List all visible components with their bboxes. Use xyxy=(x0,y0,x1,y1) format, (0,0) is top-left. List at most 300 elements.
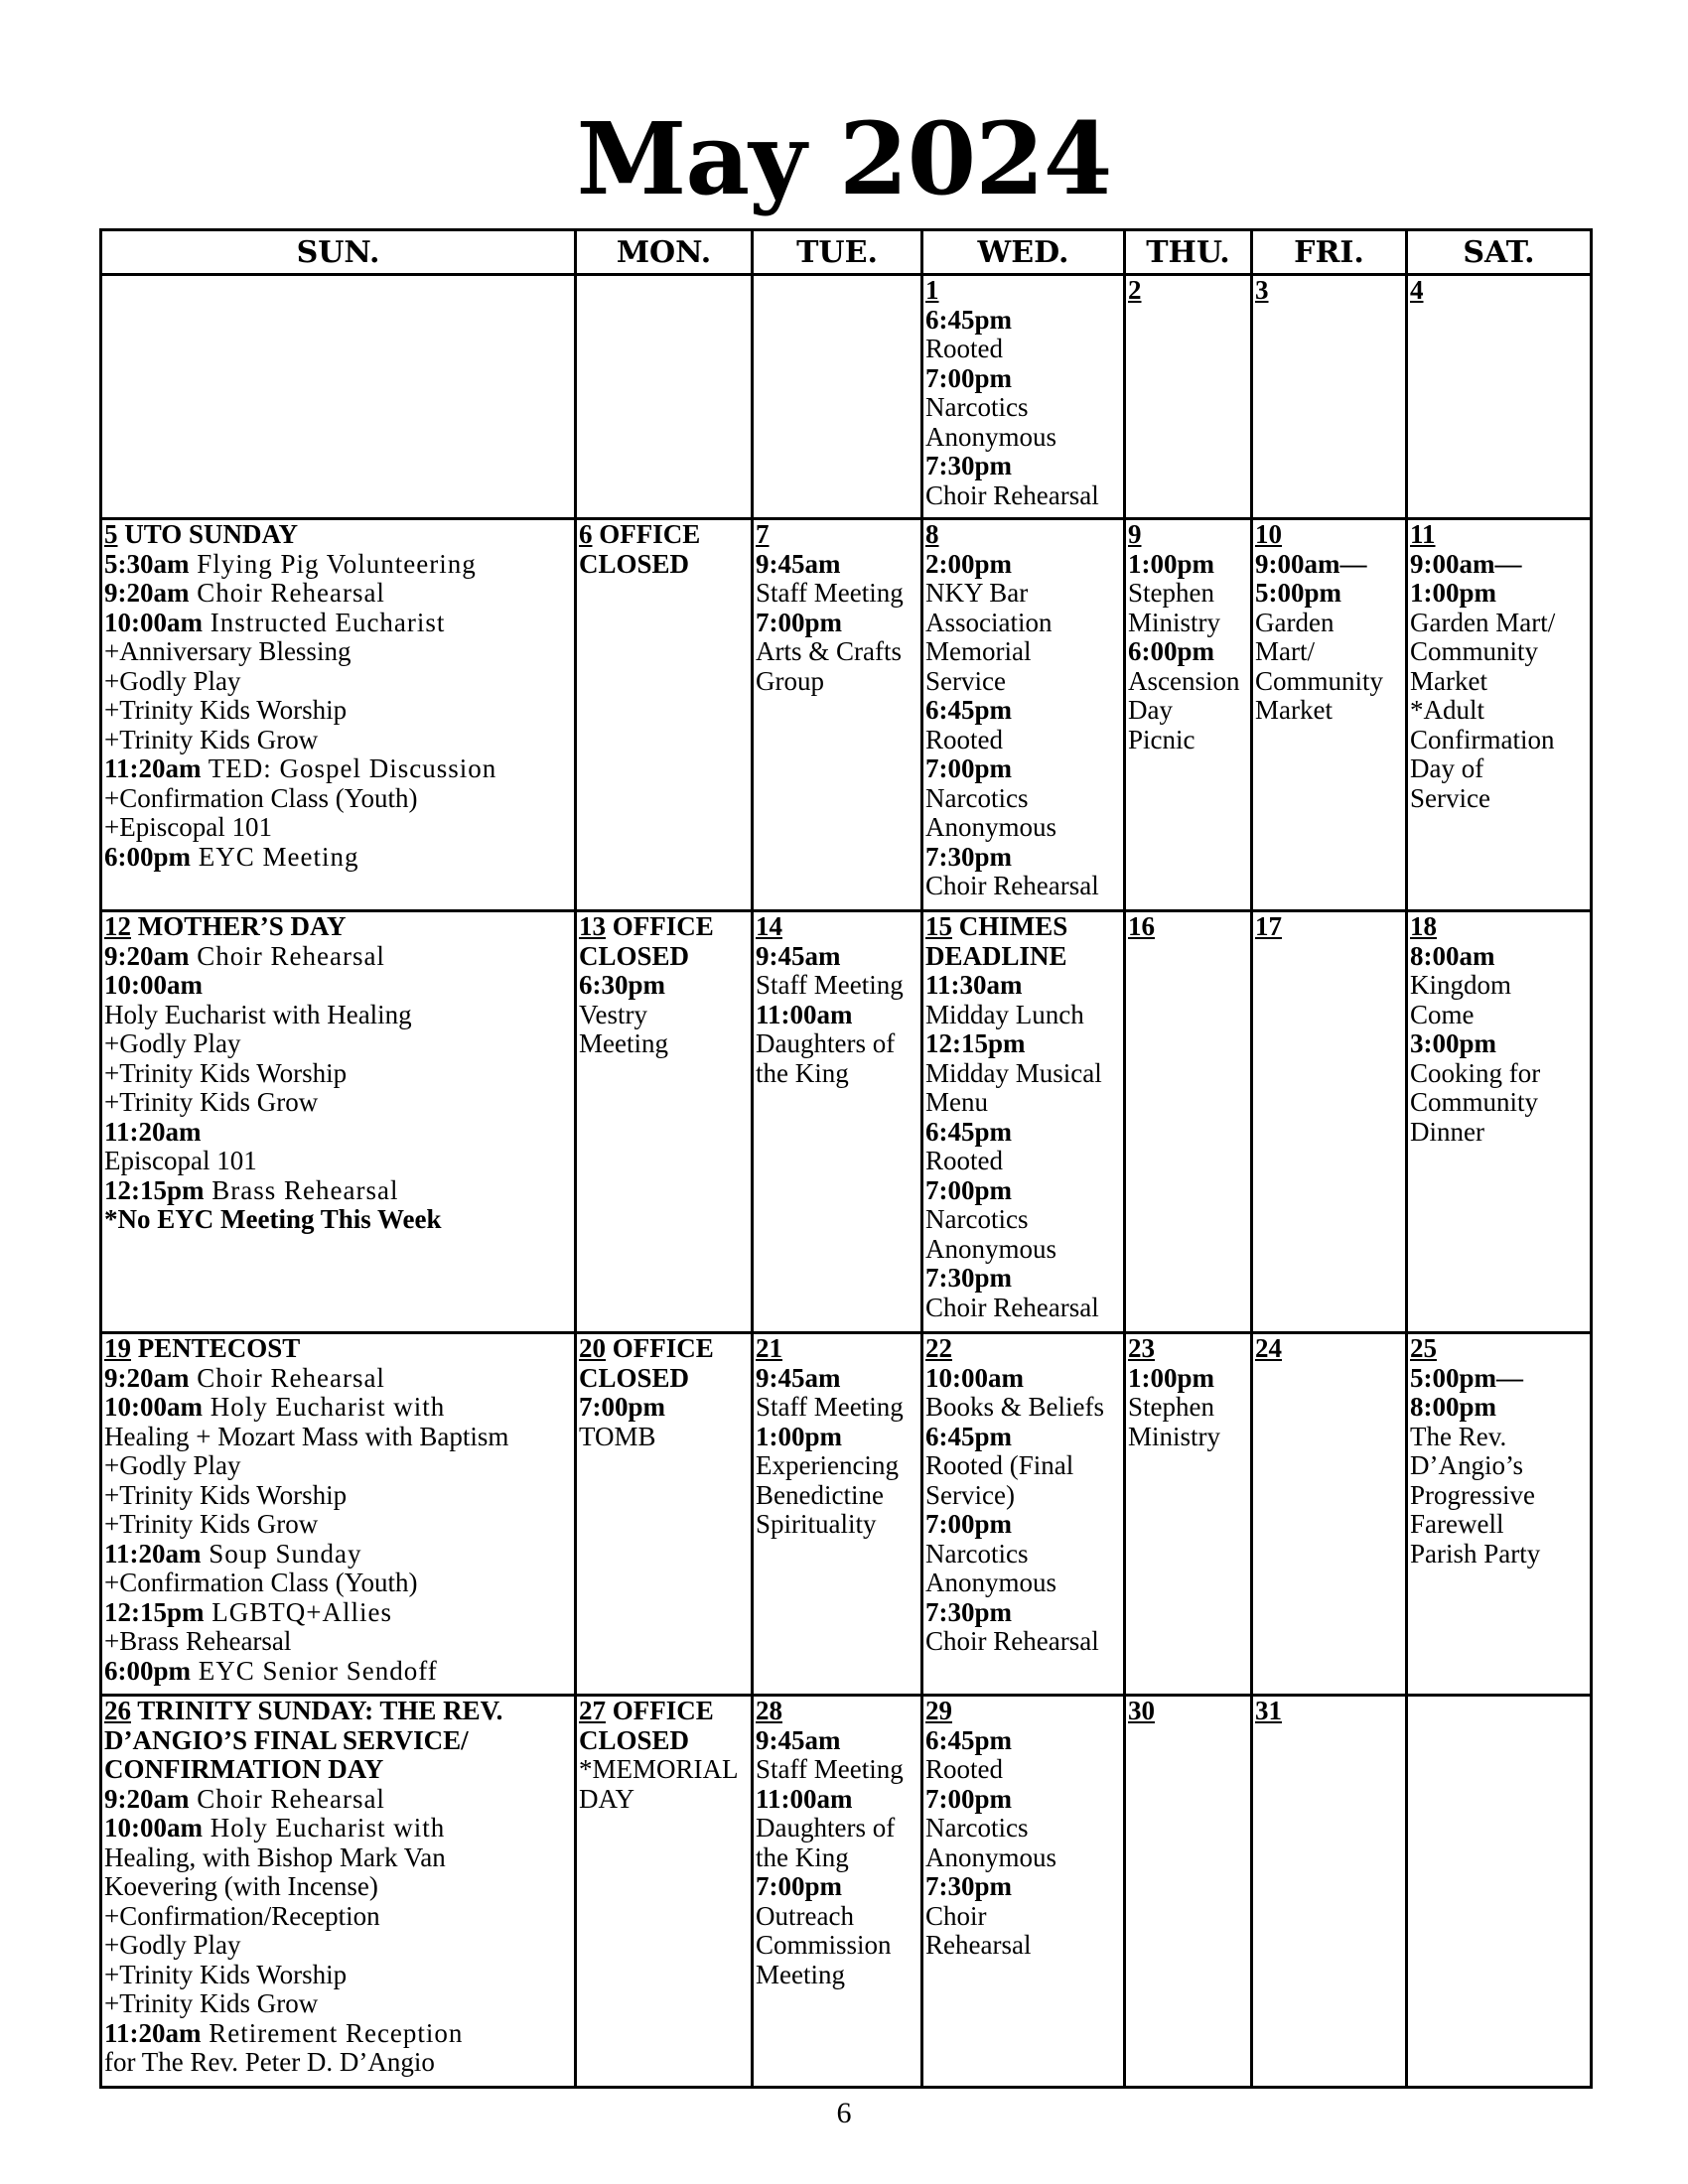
day-label: UTO SUNDAY xyxy=(117,519,299,549)
event-line xyxy=(104,1205,572,1235)
day-heading xyxy=(579,912,749,942)
event-line xyxy=(104,1176,572,1206)
week-row xyxy=(101,911,1592,1333)
week-row xyxy=(101,275,1592,519)
event-text: Choir Rehearsal xyxy=(189,1783,385,1814)
event-line xyxy=(925,1814,1121,1843)
event-line xyxy=(756,637,918,667)
event-text: Anonymous xyxy=(925,812,1057,842)
event-line xyxy=(104,667,572,697)
event-line xyxy=(925,1902,1121,1932)
event-text: Arts & Crafts xyxy=(756,636,902,666)
event-line xyxy=(1255,579,1403,609)
event-text: TOMB xyxy=(579,1421,656,1451)
event-time: 6:45pm xyxy=(925,304,1012,335)
event-text: Group xyxy=(756,665,824,696)
event-text: Menu xyxy=(925,1087,988,1117)
event-text: Midday Lunch xyxy=(925,999,1084,1029)
day-heading xyxy=(104,1334,572,1364)
day-heading xyxy=(1128,912,1248,942)
event-line xyxy=(1410,609,1588,638)
event-text: +Godly Play xyxy=(104,1028,241,1058)
day-cell xyxy=(1252,1333,1407,1696)
day-number: 1 xyxy=(925,275,939,305)
event-line xyxy=(1410,1059,1588,1089)
day-number: 4 xyxy=(1410,275,1424,305)
event-line xyxy=(104,1814,572,1843)
event-line xyxy=(104,754,572,784)
event-text: Healing, with Bishop Mark Van xyxy=(104,1842,446,1872)
event-line xyxy=(104,1059,572,1089)
day-heading xyxy=(756,1334,918,1364)
weekday-header-tue: TUE. xyxy=(753,230,922,275)
event-line xyxy=(925,754,1121,784)
event-text: Choir Rehearsal xyxy=(925,479,1099,510)
event-time: 10:00am xyxy=(104,1813,203,1843)
day-heading xyxy=(756,1697,918,1726)
event-time: 9:45am xyxy=(756,1362,841,1393)
event-text: Community xyxy=(1410,1087,1539,1117)
event-time: 11:00am xyxy=(756,1783,853,1814)
event-line xyxy=(104,1451,572,1481)
event-line xyxy=(579,1726,749,1756)
day-cell xyxy=(1125,911,1252,1333)
event-line xyxy=(1410,696,1588,726)
day-number: 26 xyxy=(104,1696,131,1725)
event-text: +Trinity Kids Grow xyxy=(104,1087,319,1117)
event-line xyxy=(756,1872,918,1902)
event-time: 6:45pm xyxy=(925,695,1012,725)
event-line xyxy=(756,1364,918,1394)
day-cell xyxy=(1407,275,1592,519)
event-text: Choir Rehearsal xyxy=(925,1626,1099,1656)
week-row xyxy=(101,1696,1592,2088)
event-line xyxy=(925,813,1121,843)
event-text: Benedictine xyxy=(756,1479,884,1510)
event-text: Koevering (with Incense) xyxy=(104,1871,378,1901)
event-time: 6:00pm xyxy=(104,841,191,872)
event-text: +Confirmation Class (Youth) xyxy=(104,1568,418,1597)
day-heading xyxy=(1128,276,1248,306)
event-line xyxy=(925,726,1121,755)
event-text: +Trinity Kids Worship xyxy=(104,1959,348,1989)
day-number: 11 xyxy=(1410,519,1436,549)
event-line xyxy=(104,1423,572,1452)
event-time: 11:20am xyxy=(104,2017,202,2048)
event-text: Choir Rehearsal xyxy=(189,940,385,971)
event-line xyxy=(925,1029,1121,1059)
event-line xyxy=(925,1510,1121,1540)
day-heading xyxy=(1128,1334,1248,1364)
event-text: +Confirmation Class (Youth) xyxy=(104,782,418,813)
event-line xyxy=(1255,550,1403,580)
event-text: Narcotics xyxy=(925,392,1029,422)
event-line xyxy=(579,942,749,972)
event-line xyxy=(1410,1118,1588,1148)
event-line xyxy=(925,609,1121,638)
event-line xyxy=(756,550,918,580)
event-line xyxy=(756,971,918,1001)
event-line xyxy=(104,942,572,972)
event-text: +Godly Play xyxy=(104,1930,241,1960)
day-heading xyxy=(1255,1334,1403,1364)
event-text: Retirement Reception xyxy=(201,2017,464,2048)
event-line xyxy=(579,1423,749,1452)
event-line xyxy=(104,1785,572,1815)
day-cell xyxy=(1125,519,1252,911)
event-time: 7:00pm xyxy=(925,1174,1012,1205)
event-line xyxy=(925,637,1121,667)
event-text: the King xyxy=(756,1057,849,1088)
event-text: CLOSED xyxy=(579,1362,690,1393)
day-number: 6 xyxy=(579,519,593,549)
event-line xyxy=(104,1726,572,1756)
event-time: 11:00am xyxy=(756,999,853,1029)
event-text: Rehearsal xyxy=(925,1930,1032,1960)
event-text: +Trinity Kids Grow xyxy=(104,724,319,754)
day-cell xyxy=(922,519,1125,911)
day-label: MOTHER’S DAY xyxy=(131,911,347,941)
event-line xyxy=(1410,667,1588,697)
event-text: Rooted xyxy=(925,1754,1003,1784)
event-text: Anonymous xyxy=(925,1568,1057,1597)
event-line xyxy=(1410,942,1588,972)
event-time: 11:20am xyxy=(104,1538,202,1569)
event-line xyxy=(925,784,1121,814)
day-number: 14 xyxy=(756,911,782,941)
event-time: 7:00pm xyxy=(756,1871,842,1901)
event-line xyxy=(756,1451,918,1481)
page-number: 6 xyxy=(836,2097,852,2129)
day-number: 9 xyxy=(1128,519,1142,549)
event-text: Staff Meeting xyxy=(756,970,904,1000)
event-line xyxy=(1410,754,1588,784)
event-time: 6:45pm xyxy=(925,1724,1012,1755)
event-text: Rooted xyxy=(925,724,1003,754)
day-heading xyxy=(579,1697,749,1726)
event-line xyxy=(1410,1001,1588,1030)
event-line xyxy=(1128,579,1248,609)
event-text: Meeting xyxy=(756,1959,845,1989)
event-line xyxy=(925,1235,1121,1265)
event-time: 11:20am xyxy=(104,753,202,783)
day-number: 27 xyxy=(579,1696,606,1725)
event-line xyxy=(925,1843,1121,1873)
event-line xyxy=(104,696,572,726)
event-text: Narcotics xyxy=(925,1813,1029,1843)
event-text: +Godly Play xyxy=(104,665,241,696)
day-number: 5 xyxy=(104,519,118,549)
day-number: 16 xyxy=(1128,911,1155,941)
event-time: 6:45pm xyxy=(925,1421,1012,1451)
event-line xyxy=(1410,1029,1588,1059)
event-line xyxy=(925,1264,1121,1294)
event-line xyxy=(1128,609,1248,638)
event-line xyxy=(579,1001,749,1030)
day-cell xyxy=(1252,911,1407,1333)
event-text: Holy Eucharist with xyxy=(202,1392,446,1422)
event-text: +Trinity Kids Worship xyxy=(104,1479,348,1510)
event-line xyxy=(1410,1481,1588,1511)
day-cell xyxy=(753,1696,922,2088)
event-line xyxy=(104,1989,572,2019)
event-text: Parish Party xyxy=(1410,1538,1541,1569)
event-line xyxy=(756,942,918,972)
event-time: 7:00pm xyxy=(925,753,1012,783)
event-time: 1:00pm xyxy=(1410,578,1496,608)
event-time: 12:15pm xyxy=(925,1028,1026,1058)
event-line xyxy=(104,1481,572,1511)
event-line xyxy=(1128,667,1248,697)
event-text: Farewell xyxy=(1410,1509,1504,1539)
event-line xyxy=(104,1627,572,1657)
event-line xyxy=(104,550,572,580)
event-time: 9:45am xyxy=(756,548,841,579)
event-line xyxy=(104,813,572,843)
event-time: 8:00am xyxy=(1410,940,1495,971)
event-line xyxy=(756,1059,918,1089)
event-time: 9:20am xyxy=(104,1362,190,1393)
day-heading xyxy=(1255,1697,1403,1726)
event-time: 1:00pm xyxy=(1128,1362,1214,1393)
event-text: +Trinity Kids Worship xyxy=(104,1057,348,1088)
event-time: 5:30am xyxy=(104,548,190,579)
day-heading xyxy=(104,912,572,942)
event-line xyxy=(104,1598,572,1628)
event-line xyxy=(579,1029,749,1059)
event-line xyxy=(1410,1451,1588,1481)
day-cell xyxy=(576,911,753,1333)
day-number: 2 xyxy=(1128,275,1142,305)
event-time: 7:00pm xyxy=(925,1783,1012,1814)
event-line xyxy=(925,1294,1121,1323)
event-time: 12:15pm xyxy=(104,1174,205,1205)
event-text: Service xyxy=(1410,782,1490,813)
event-line xyxy=(579,550,749,580)
event-line xyxy=(104,609,572,638)
event-text: Soup Sunday xyxy=(201,1538,362,1569)
event-text: Midday Musical xyxy=(925,1057,1102,1088)
event-text: Ministry xyxy=(1128,1421,1221,1451)
event-line xyxy=(104,784,572,814)
event-line xyxy=(925,364,1121,394)
event-line xyxy=(104,2019,572,2049)
day-cell xyxy=(1407,911,1592,1333)
day-label: OFFICE xyxy=(606,911,714,941)
weekday-header-row xyxy=(101,230,1592,275)
event-text: Staff Meeting xyxy=(756,1754,904,1784)
event-line xyxy=(1128,1364,1248,1394)
event-line xyxy=(925,1088,1121,1118)
day-heading xyxy=(104,520,572,550)
event-line xyxy=(1255,609,1403,638)
event-line xyxy=(756,1029,918,1059)
event-text: Spirituality xyxy=(756,1509,877,1539)
event-text: for The Rev. Peter D. D’Angio xyxy=(104,2047,435,2077)
event-line xyxy=(756,1902,918,1932)
event-line xyxy=(756,1931,918,1961)
event-text: Day xyxy=(1128,695,1173,725)
event-time: 7:00pm xyxy=(925,362,1012,393)
event-line xyxy=(756,609,918,638)
day-number: 22 xyxy=(925,1333,952,1363)
day-cell xyxy=(1407,1696,1592,2088)
event-line xyxy=(1255,696,1403,726)
day-heading xyxy=(579,520,749,550)
event-line xyxy=(104,1364,572,1394)
event-line xyxy=(925,550,1121,580)
event-text: Picnic xyxy=(1128,724,1196,754)
weekday-header-mon: MON. xyxy=(576,230,753,275)
event-line xyxy=(104,1393,572,1423)
event-line xyxy=(104,1569,572,1598)
day-number: 30 xyxy=(1128,1696,1155,1725)
weekday-header-thu: THU. xyxy=(1125,230,1252,275)
event-text: Kingdom xyxy=(1410,970,1512,1000)
event-line xyxy=(925,1059,1121,1089)
day-cell xyxy=(922,275,1125,519)
event-text: Memorial xyxy=(925,636,1032,666)
event-text: Dinner xyxy=(1410,1116,1484,1147)
event-text: Instructed Eucharist xyxy=(202,607,446,637)
event-text: +Godly Play xyxy=(104,1450,241,1480)
day-number: 10 xyxy=(1255,519,1282,549)
event-time: 9:00am— xyxy=(1410,548,1522,579)
event-line xyxy=(1128,696,1248,726)
event-text: +Brass Rehearsal xyxy=(104,1626,292,1656)
day-cell xyxy=(753,1333,922,1696)
event-line xyxy=(104,726,572,755)
day-cell xyxy=(576,1333,753,1696)
day-number: 17 xyxy=(1255,911,1282,941)
event-line xyxy=(1410,1423,1588,1452)
event-line xyxy=(925,1205,1121,1235)
event-time: 7:00pm xyxy=(579,1392,665,1422)
event-text: Ministry xyxy=(1128,607,1221,637)
event-text: EYC Senior Sendoff xyxy=(191,1655,438,1686)
day-number: 12 xyxy=(104,911,131,941)
event-line xyxy=(756,1755,918,1785)
event-text: Garden xyxy=(1255,607,1335,637)
event-text: Holy Eucharist with xyxy=(202,1813,446,1843)
day-cell xyxy=(101,519,576,911)
event-line xyxy=(579,971,749,1001)
event-line xyxy=(1128,726,1248,755)
week-row xyxy=(101,519,1592,911)
event-text: D’ANGIO’S FINAL SERVICE/ xyxy=(104,1724,469,1755)
event-line xyxy=(579,1785,749,1815)
event-text: Come xyxy=(1410,999,1475,1029)
event-line xyxy=(756,1393,918,1423)
event-text: Ascension xyxy=(1128,665,1240,696)
event-line xyxy=(104,1510,572,1540)
day-number: 20 xyxy=(579,1333,606,1363)
event-text: Books & Beliefs xyxy=(925,1392,1104,1422)
event-text: +Trinity Kids Grow xyxy=(104,1509,319,1539)
event-line xyxy=(756,1961,918,1990)
event-time: 3:00pm xyxy=(1410,1028,1496,1058)
event-text: CLOSED xyxy=(579,940,690,971)
day-heading xyxy=(925,520,1121,550)
day-number: 21 xyxy=(756,1333,782,1363)
event-text: The Rev. xyxy=(1410,1421,1507,1451)
event-line xyxy=(925,667,1121,697)
event-time: 7:00pm xyxy=(925,1509,1012,1539)
day-label: OFFICE xyxy=(606,1696,714,1725)
event-time: 9:00am— xyxy=(1255,548,1367,579)
event-line xyxy=(756,1510,918,1540)
event-line xyxy=(104,2048,572,2078)
event-time: 10:00am xyxy=(104,970,203,1000)
day-cell xyxy=(753,519,922,911)
event-line xyxy=(579,1364,749,1394)
event-line xyxy=(925,1726,1121,1756)
day-heading xyxy=(1255,520,1403,550)
day-label: TRINITY SUNDAY: THE REV. xyxy=(131,1696,503,1725)
event-line xyxy=(925,335,1121,364)
event-line xyxy=(1410,1510,1588,1540)
day-cell xyxy=(922,911,1125,1333)
event-line xyxy=(104,1961,572,1990)
day-heading xyxy=(925,1697,1121,1726)
event-time: 7:30pm xyxy=(925,451,1012,480)
event-text: +Trinity Kids Worship xyxy=(104,695,348,725)
day-heading xyxy=(1255,912,1403,942)
event-text: Garden Mart/ xyxy=(1410,607,1556,637)
event-text: EYC Meeting xyxy=(191,841,359,872)
event-line xyxy=(925,942,1121,972)
event-line xyxy=(925,1001,1121,1030)
page-title: May 2024 xyxy=(576,100,1112,217)
event-text: +Confirmation/Reception xyxy=(104,1900,380,1931)
day-heading xyxy=(925,912,1121,942)
event-line xyxy=(1410,784,1588,814)
event-line xyxy=(104,1755,572,1785)
event-line xyxy=(104,1029,572,1059)
event-text: TED: Gospel Discussion xyxy=(201,753,497,783)
event-text: Staff Meeting xyxy=(756,578,904,608)
event-line xyxy=(756,579,918,609)
day-number: 24 xyxy=(1255,1333,1282,1363)
weekday-header-wed: WED. xyxy=(922,230,1125,275)
event-line xyxy=(104,579,572,609)
event-line xyxy=(925,1147,1121,1176)
day-heading xyxy=(1410,276,1588,306)
event-text: Narcotics xyxy=(925,1204,1029,1234)
day-heading xyxy=(579,1334,749,1364)
event-text: Choir Rehearsal xyxy=(189,578,385,608)
day-number: 15 xyxy=(925,911,952,941)
event-line xyxy=(1410,550,1588,580)
event-text: Stephen xyxy=(1128,1392,1214,1422)
week-row xyxy=(101,1333,1592,1696)
event-time: 9:20am xyxy=(104,940,190,971)
event-text: +Anniversary Blessing xyxy=(104,636,352,666)
event-time: 7:30pm xyxy=(925,1596,1012,1627)
event-time: 11:30am xyxy=(925,970,1023,1000)
day-heading xyxy=(756,912,918,942)
day-label: OFFICE xyxy=(606,1333,714,1363)
weekday-header-sat: SAT. xyxy=(1407,230,1592,275)
event-line xyxy=(1410,637,1588,667)
event-text: Choir xyxy=(925,1900,987,1931)
day-number: 3 xyxy=(1255,275,1269,305)
day-cell xyxy=(1125,1333,1252,1696)
event-line xyxy=(756,1001,918,1030)
event-text: *MEMORIAL xyxy=(579,1754,739,1784)
event-time: 1:00pm xyxy=(756,1421,842,1451)
event-text: Community xyxy=(1410,636,1539,666)
